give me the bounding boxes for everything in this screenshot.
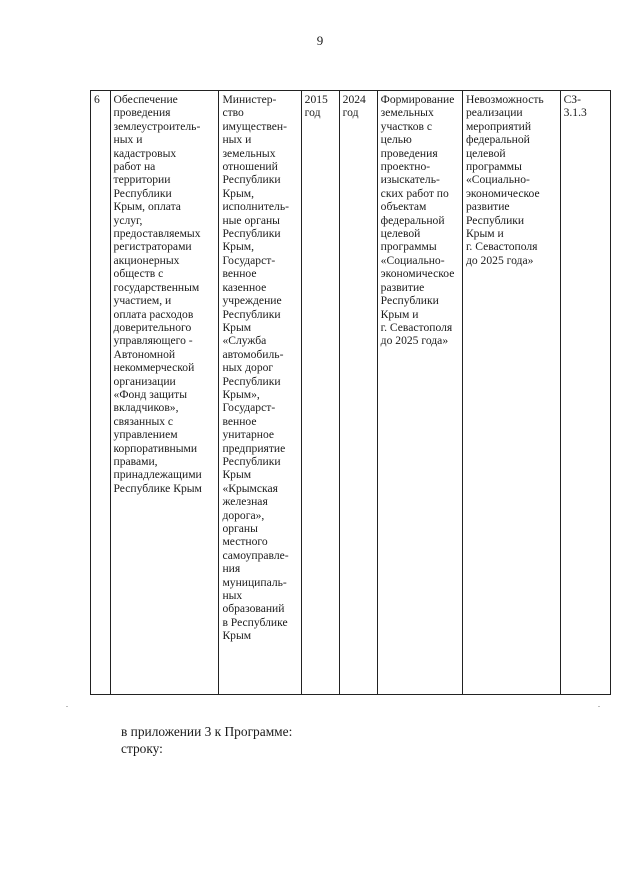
- scan-speck: [66, 706, 68, 707]
- scan-speck: [598, 706, 600, 707]
- end-year-cell: 2024 год: [339, 91, 377, 695]
- consequences-cell: Невозможность реализации мероприятий федеральной целевой программы «Социально- экономическое развитие Республики Крым и г. Севастополя до 2025 года»: [462, 91, 560, 695]
- start-year-cell: 2015 год: [301, 91, 339, 695]
- row-word-text: строку:: [121, 741, 163, 756]
- indicator-code-cell: СЗ- 3.1.3: [560, 91, 610, 695]
- event-name-cell: Обеспечение проведения землеустроитель- ных и кадастровых работ на территории Республики Крым, оплата услуг, предоставляемых регистраторами акционерных обществ с государственным участием, и оплата расходов доверительного управляющего - Автономной некоммерческой организации «Фонд защиты вкладчиков», связанных с управлением корпоративными правами, принадлежащими Республике Крым: [110, 91, 219, 695]
- appendix-intro-text: в приложении 3 к Программе:: [121, 724, 293, 739]
- page-number: 9: [316, 33, 324, 48]
- expected-result-cell: Формирование земельных участков с целью проведения проектно- изыскатель- ских работ по объектам федеральной целевой программы «Социально- экономическое развитие Республики Крым и г. Севастополя до 2025 года»: [377, 91, 462, 695]
- executors-cell: Министер- ство имуществен- ных и земельных отношений Республики Крым, исполнитель- ные органы Республики Крым, Государст- венное казенное учреждение Республики Крым «Служба автомобиль- ных дорог Республики Крым», Государст- венное унитарное предприятие Республики Крым «Крымская железная дорога», органы местного самоуправле- ния муниципаль- ных образований в Республике Крым: [219, 91, 301, 695]
- program-table: [90, 90, 611, 695]
- row-number-cell: 6: [91, 91, 111, 695]
- table-row: [91, 91, 611, 695]
